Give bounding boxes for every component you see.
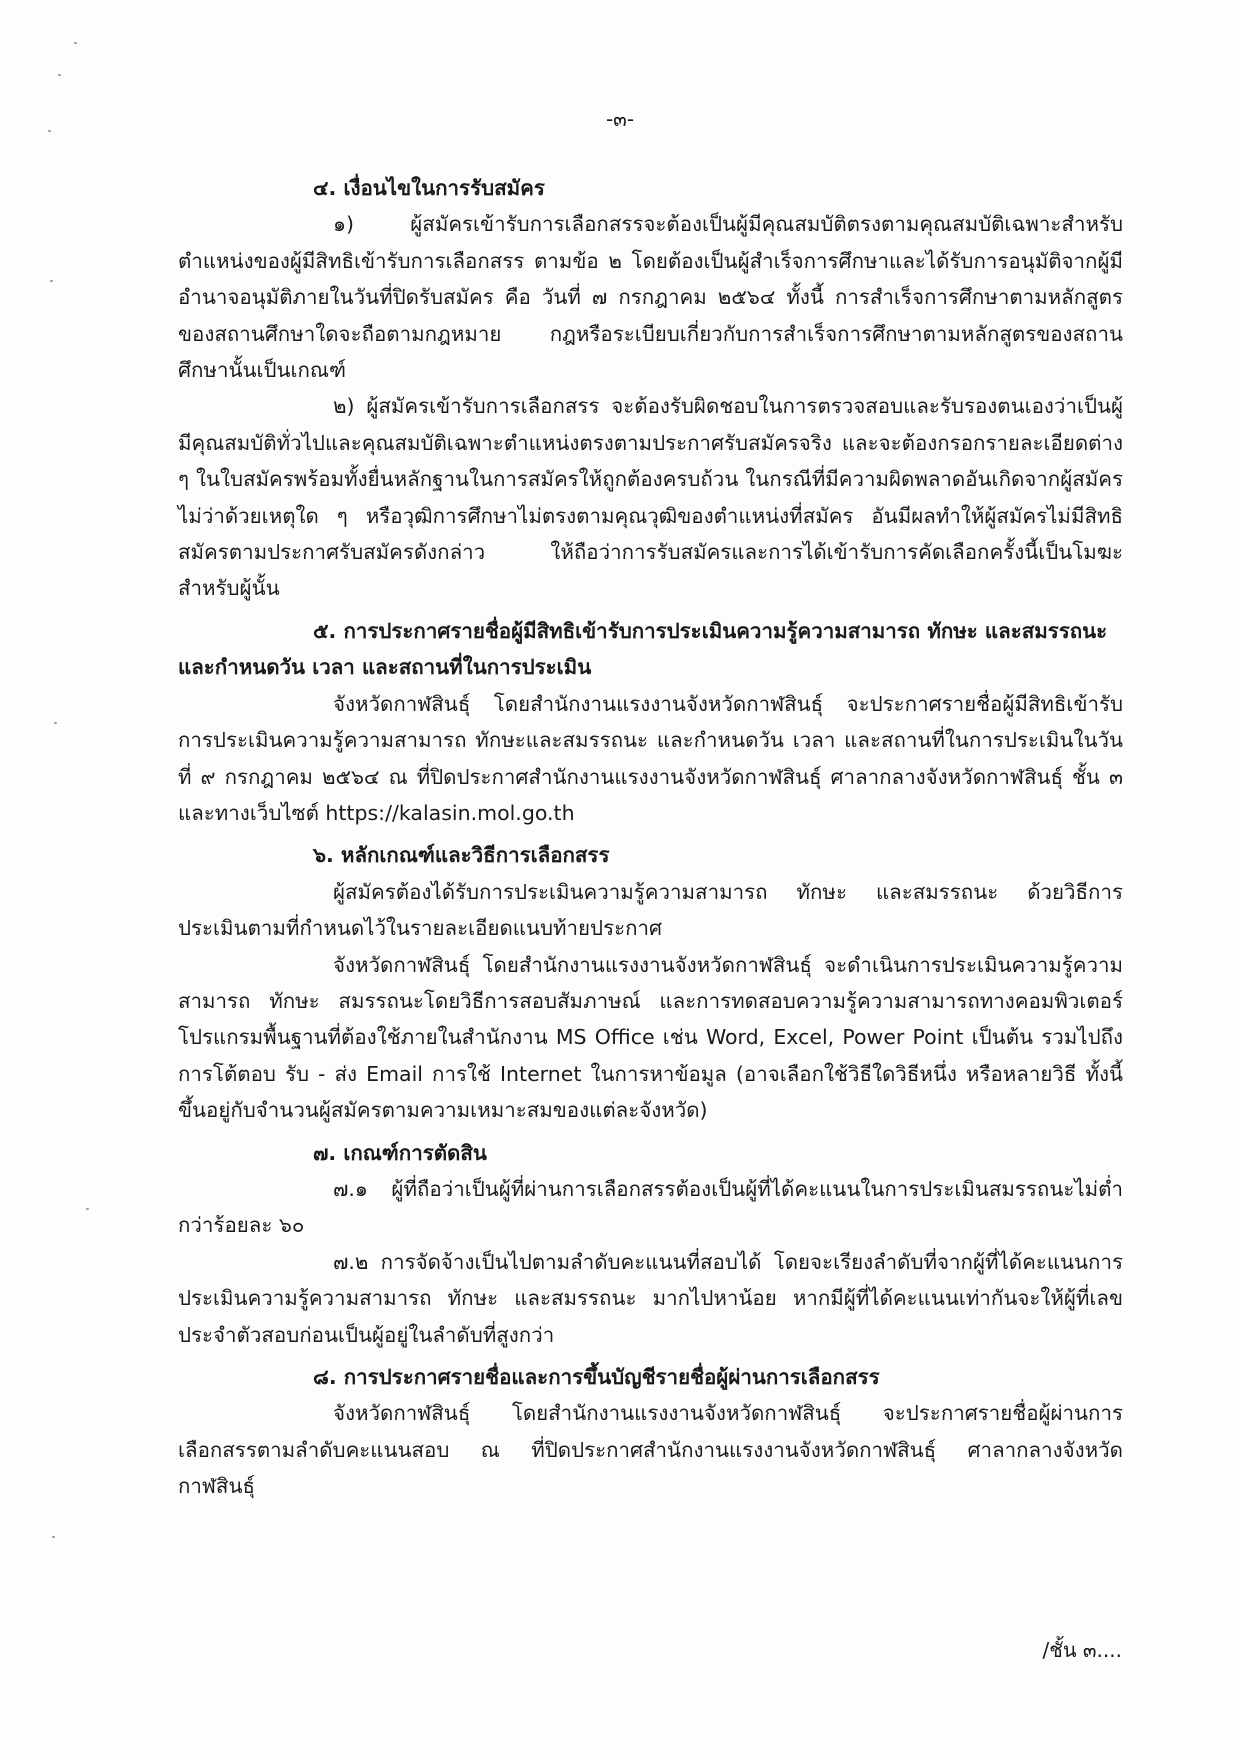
- scan-speck: [50, 280, 53, 282]
- section-8-heading: ๘. การประกาศรายชื่อและการขึ้นบัญชีรายชื่อผู้ผ่านการเลือกสรร: [313, 1365, 880, 1389]
- section-6-heading: ๖. หลักเกณฑ์และวิธีการเลือกสรร: [313, 843, 610, 868]
- section-7-paragraph-2: ๗.๒ การจัดจ้างเป็นไปตามลำดับคะแนนที่สอบได้ โดยจะเรียงลำดับที่จากผู้ที่ได้คะแนนการประเมินความรู้ความสามารถ ทักษะ และสมรรถนะ มากไปหาน้อย หากมีผู้ที่ได้คะแนนเท่ากันจะให้ผู้ที่เลขประจำตัวสอบก่อนเป็นผู้อยู่ในลำดับที่สูงกว่า: [178, 1249, 1123, 1347]
- scan-speck: [58, 74, 61, 76]
- scan-speck: [52, 1536, 55, 1538]
- scan-speck: [86, 1208, 89, 1210]
- section-6-paragraph-2: จังหวัดกาฬสินธุ์ โดยสำนักงานแรงงานจังหวัดกาฬสินธุ์ จะดำเนินการประเมินความรู้ความสามารถ ทักษะ สมรรถนะโดยวิธีการสอบสัมภาษณ์ และการทดสอบความรู้ความสามารถทางคอมพิวเตอร์โปรแกรมพื้นฐานที่ต้องใช้ภายในสำนักงาน MS Office เช่น Word, Excel, Power Point เป็นต้น รวมไปถึงการโต้ตอบ รับ - ส่ง Email การใช้ Internet ในการหาข้อมูล (อาจเลือกใช้วิธีใดวิธีหนึ่ง หรือหลายวิธี ทั้งนี้ ขึ้นอยู่กับจำนวนผู้สมัครตามความเหมาะสมของแต่ละจังหวัด): [178, 952, 1123, 1123]
- page-number: -๓-: [605, 107, 635, 131]
- continuation-note: /ชั้น ๓....: [1042, 1638, 1122, 1662]
- section-7-paragraph-1: ๗.๑ ผู้ที่ถือว่าเป็นผู้ที่ผ่านการเลือกสรรต้องเป็นผู้ที่ได้คะแนนในการประเมินสมรรถนะไม่ต่ำกว่าร้อยละ ๖๐: [178, 1176, 1123, 1238]
- scan-speck: [54, 722, 57, 724]
- section-5-heading-line-1: ๕. การประกาศรายชื่อผู้มีสิทธิเข้ารับการประเมินความรู้ความสามารถ ทักษะ และสมรรถนะ: [313, 618, 1108, 643]
- section-6-paragraph-1: ผู้สมัครต้องได้รับการประเมินความรู้ความสามารถ ทักษะ และสมรรถนะ ด้วยวิธีการประเมินตามที่กำหนดไว้ในรายละเอียดแนบท้ายประกาศ: [178, 879, 1123, 941]
- section-4-paragraph-2: ๒) ผู้สมัครเข้ารับการเลือกสรร จะต้องรับผิดชอบในการตรวจสอบและรับรองตนเองว่าเป็นผู้มีคุณสมบัติทั่วไปและคุณสมบัติเฉพาะตำแหน่งตรงตามประกาศรับสมัครจริง และจะต้องกรอกรายละเอียดต่าง ๆ ในใบสมัครพร้อมทั้งยื่นหลักฐานในการสมัครให้ถูกต้องครบถ้วน ในกรณีที่มีความผิดพลาดอันเกิดจากผู้สมัคร ไม่ว่าด้วยเหตุใด ๆ หรือวุฒิการศึกษาไม่ตรงตามคุณวุฒิของตำแหน่งที่สมัคร อันมีผลทำให้ผู้สมัครไม่มีสิทธิสมัครตามประกาศรับสมัครดังกล่าว ให้ถือว่าการรับสมัครและการได้เข้ารับการคัดเลือกครั้งนี้เป็นโมฆะสำหรับผู้นั้น: [178, 394, 1123, 601]
- section-8-paragraph-1: จังหวัดกาฬสินธุ์ โดยสำนักงานแรงงานจังหวัดกาฬสินธุ์ จะประกาศรายชื่อผู้ผ่านการเลือกสรรตามลำดับคะแนนสอบ ณ ที่ปิดประกาศสำนักงานแรงงานจังหวัดกาฬสินธุ์ ศาลากลางจังหวัดกาฬสินธุ์: [178, 1401, 1123, 1499]
- section-5-paragraph-1: จังหวัดกาฬสินธุ์ โดยสำนักงานแรงงานจังหวัดกาฬสินธุ์ จะประกาศรายชื่อผู้มีสิทธิเข้ารับการประเมินความรู้ความสามารถ ทักษะและสมรรถนะ และกำหนดวัน เวลา และสถานที่ในการประเมินในวันที่ ๙ กรกฎาคม ๒๕๖๔ ณ ที่ปิดประกาศสำนักงานแรงงานจังหวัดกาฬสินธุ์ ศาลากลางจังหวัดกาฬสินธุ์ ชั้น ๓ และทางเว็บไซต์ https://kalasin.mol.go.th: [178, 691, 1123, 825]
- section-5-heading-line-2: และกำหนดวัน เวลา และสถานที่ในการประเมิน: [178, 655, 592, 680]
- section-7-heading: ๗. เกณฑ์การตัดสิน: [313, 1140, 487, 1165]
- document-body: [178, 170, 1123, 1505]
- scan-speck: [74, 42, 77, 44]
- section-4-heading: ๔. เงื่อนไขในการรับสมัคร: [313, 176, 545, 200]
- section-4-paragraph-1: ๑) ผู้สมัครเข้ารับการเลือกสรรจะต้องเป็นผู้มีคุณสมบัติตรงตามคุณสมบัติเฉพาะสำหรับตำแหน่งของผู้มีสิทธิเข้ารับการเลือกสรร ตามข้อ ๒ โดยต้องเป็นผู้สำเร็จการศึกษาและได้รับการอนุมัติจากผู้มีอำนาจอนุมัติภายในวันที่ปิดรับสมัคร คือ วันที่ ๗ กรกฎาคม ๒๕๖๔ ทั้งนี้ การสำเร็จการศึกษาตามหลักสูตรของสถานศึกษาใดจะถือตามกฎหมาย กฎหรือระเบียบเกี่ยวกับการสำเร็จการศึกษาตามหลักสูตรของสถานศึกษานั้นเป็นเกณฑ์: [178, 212, 1123, 383]
